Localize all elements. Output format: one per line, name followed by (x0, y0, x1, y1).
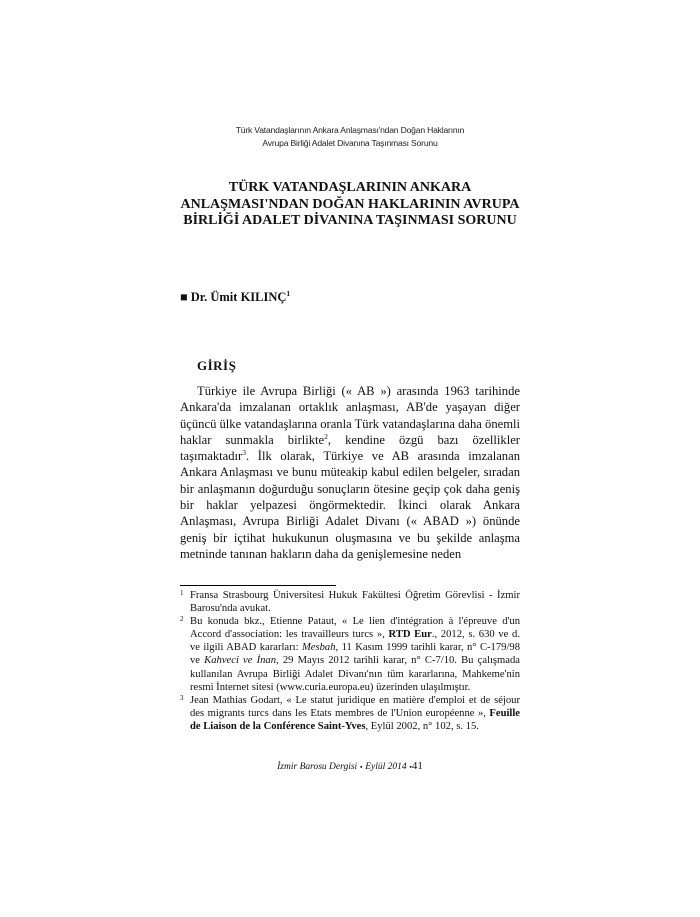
title-line: TÜRK VATANDAŞLARININ ANKARA (228, 180, 472, 195)
footnote-ref: 2 (324, 431, 328, 441)
footnote (180, 615, 520, 694)
body-text: , kendine özgü bazı özellikler taşımaktadır (180, 432, 521, 464)
page-number: 41 (411, 760, 423, 772)
section-heading: GİRİŞ (197, 358, 237, 373)
case-name: Mesbah (301, 642, 336, 654)
journal-name: Feuille de Liaison de la Conférence Saint-Yves (190, 707, 520, 732)
author-name: Dr. Ümit KILINÇ (190, 290, 287, 305)
footnote-ref: 3 (242, 448, 246, 457)
footnote-text: Bu konuda bkz., Etienne Pataut, « Le lien d'intégration à l'épreuve d'un Accord d'association: les travailleurs turcs », (190, 616, 520, 641)
running-header-line: Türk Vatandaşlarının Ankara Anlaşması'ndan Doğan Haklarının (235, 125, 465, 135)
footnote-number: 1 (180, 589, 184, 597)
footnote-text: Jean Mathias Godart, « Le statut juridique en matière d'emploi et de séjour des migrants turcs dans les Etats membres de l'Union européenne », (190, 694, 520, 719)
footnotes (180, 589, 520, 733)
page-footer (180, 760, 520, 772)
footnote-text: ., 2012, s. 630 ve d. ve ilgili ABAD kararları: (190, 629, 520, 654)
author (180, 289, 290, 305)
title-line: BİRLİĞİ ADALET DİVANINA TAŞINMASI SORUNU (183, 213, 517, 228)
journal-name: RTD Eur (388, 629, 432, 641)
article-title (170, 180, 530, 230)
case-name: Kahveci ve İnan (204, 655, 277, 667)
body-text: . İlk olarak, Türkiye ve AB arasında imzalanan Ankara Anlaşması ve bunu müteakip kabul edilen belgeler, sıradan bir anlaşmanın doğurduğu sonuçların ötesine geçip çok daha geniş bir haklar yelpazesi öngörmektedir. İkinci olarak Ankara Anlaşması, Avrupa Birliği Adalet Divanı (« ABAD ») önünde geniş bir içtihat hukukunun oluşmasına ve bu şekilde anlaşma metninde tanınan hakların daha da genişlemesine neden (180, 449, 520, 561)
body-text: Türkiye ile Avrupa Birliği (« AB ») arasında 1963 tarihinde Ankara'da imzalanan ortaklık anlaşması, AB'de yaşayan diğer üçüncü ülke vatandaşlarına oranla Türk vatandaşlarına daha önemli haklar sunmakla birlikte (180, 384, 521, 447)
footnote (180, 589, 520, 615)
running-header-line: Avrupa Birliği Adalet Divanına Taşınması Sorunu (262, 138, 438, 148)
title-line: ANLAŞMASI'NDAN DOĞAN HAKLARININ AVRUPA (180, 196, 520, 212)
journal-title: İzmir Barosu Dergisi (277, 762, 358, 772)
separator: ▪ (409, 763, 412, 771)
footnote-divider (180, 585, 336, 586)
footnote-number: 2 (180, 615, 184, 624)
running-header (180, 124, 520, 150)
footnote (180, 694, 520, 733)
footnote-number: 3 (180, 693, 184, 702)
separator: ▪ (359, 763, 363, 771)
footnote-text: Fransa Strasbourg Üniversitesi Hukuk Fakültesi Öğretim Görevlisi - İzmir Barosu'nda avukat. (190, 590, 520, 615)
footnote-text: , Eylül 2002, n° 102, s. 15. (365, 720, 479, 732)
footnote-text: , 29 Mayıs 2012 tarihli karar, n° C-7/10. Bu çalışmada kullanılan Avrupa Birliği Adalet Divanı'nın tüm kararlarına, Mahkeme'nin resmi İnternet sitesi (www.curia.europa.eu) üzerinden ulaşılmıştır. (190, 655, 520, 693)
body-paragraph (180, 383, 520, 562)
bullet-icon: ■ (180, 290, 188, 305)
footnote-text: , 11 Kasım 1999 tarihli karar, n° C-179/98 ve (190, 642, 520, 667)
issue-date: Eylül 2014 (365, 762, 407, 772)
footnote-ref: 1 (286, 289, 291, 298)
